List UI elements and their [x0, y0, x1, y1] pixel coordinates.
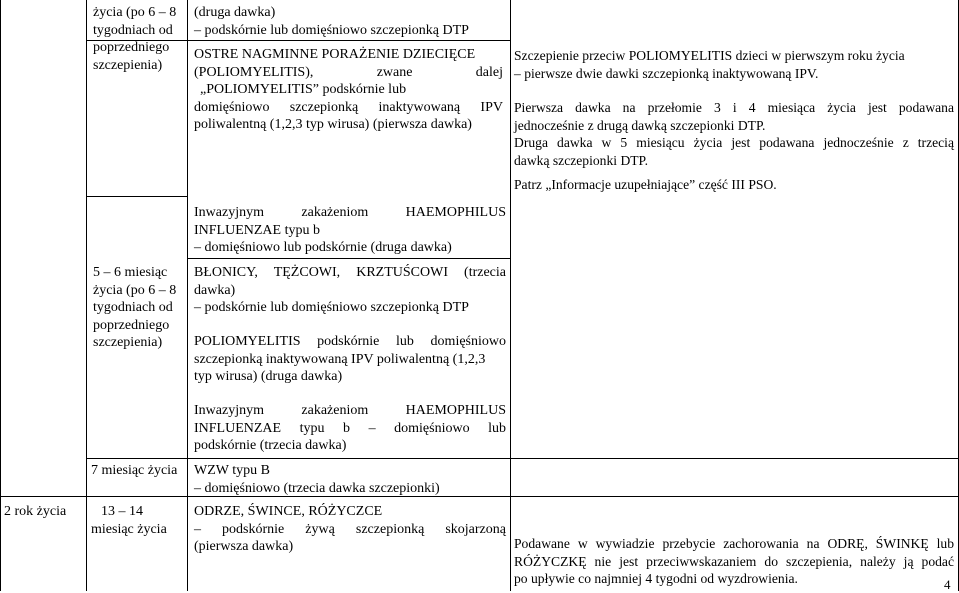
vaccine-line: – podskórnie lub domięśniowo szczepionką DTP [194, 22, 469, 38]
note-line: dawką szczepionki DTP. [514, 152, 649, 168]
age-line: poprzedniego [93, 40, 170, 55]
age-cell-7-months [91, 462, 177, 480]
age-line: tygodniach od [93, 300, 173, 315]
page-number: 4 [944, 577, 951, 592]
vaccine-line: WZW typu B [194, 463, 270, 478]
vaccine-line: INFLUENZAE typu b [194, 222, 320, 238]
row-divider-3 [187, 258, 510, 259]
age-line: życia (po 6 – 8 [93, 5, 177, 20]
note-dose-timing [514, 99, 954, 169]
vaccine-line: BŁONICY, TĘŻCOWI, KRZTUŚCOWI (trzecia [194, 265, 506, 280]
note-line: Druga dawka w 5 miesiącu życia jest podawana jednocześnie z trzecią [514, 135, 954, 150]
age-line: szczepienia) [93, 57, 163, 73]
column-divider-vaccine [187, 0, 188, 591]
vaccine-line: „POLIOMYELITIS” podskórnie lub [200, 82, 407, 97]
vaccine-line: (POLIOMYELITIS), zwane dalej [194, 64, 503, 80]
note-line: – pierwsze dwie dawki szczepionką inaktywowaną IPV. [514, 65, 819, 81]
age-cell-6-8-weeks [93, 4, 185, 74]
vaccine-line: Inwazyjnym zakażeniom HAEMOPHILUS [194, 205, 506, 220]
note-line: jednocześnie z drugą dawką szczepionki DTP. [514, 117, 766, 133]
column-divider-notes [510, 0, 511, 591]
age-line: szczepienia) [93, 335, 163, 350]
age-line: tygodniach od [93, 22, 173, 38]
note-line: Szczepienie przeciw POLIOMYELITIS dzieci w pierwszym roku życia [514, 48, 905, 63]
vaccine-line: Inwazyjnym zakażeniom HAEMOPHILUS [194, 403, 506, 418]
vaccine-line: (druga dawka) [194, 5, 276, 20]
note-line: Podawane w wywiadzie przebycie zachorowania na ODRĘ, ŚWINKĘ lub [514, 536, 954, 551]
note-line: po upływie co najmniej 4 tygodni od wyzdrowienia. [514, 571, 798, 586]
vaccine-cell-polio-second [194, 333, 506, 386]
age-cell-5-6-months [93, 264, 185, 352]
age-cell-13-14-months [91, 503, 185, 538]
vaccine-cell-polio-first [194, 46, 503, 134]
vaccine-cell-dtp-second [194, 4, 506, 39]
vaccine-line: – domięśniowo (trzecia dawka szczepionki) [194, 480, 440, 496]
age-line: 13 – 14 [101, 504, 143, 519]
note-polio-ipv [514, 47, 954, 82]
vaccine-cell-dtp-third [194, 264, 506, 317]
age-line: 5 – 6 miesiąc [93, 265, 168, 280]
age-line: 7 miesiąc życia [91, 463, 178, 478]
note-mmr-history [514, 535, 954, 588]
vaccine-cell-wzw [194, 462, 506, 497]
note-line: RÓŻYCZKĘ nie jest przeciwwskazaniem do szczepienia, należy ją podać [514, 553, 954, 569]
age-line: poprzedniego [93, 317, 170, 333]
vaccine-line: typ wirusa) (druga dawka) [194, 369, 343, 384]
age-cell-2-year [4, 503, 66, 521]
vaccine-cell-hib-third [194, 402, 506, 455]
vaccine-line: domięśniowo szczepionką inaktywowaną IPV [194, 99, 503, 115]
vaccine-line: dawka) [194, 282, 236, 298]
vaccine-line: – domięśniowo lub podskórnie (druga dawka) [194, 240, 452, 255]
age-line: życia (po 6 – 8 [93, 282, 177, 298]
table-border-left [0, 0, 1, 591]
column-divider-age [86, 0, 87, 591]
row-divider-4 [86, 458, 959, 459]
age-line: 2 rok życia [4, 504, 67, 519]
vaccine-line: szczepionką inaktywowaną IPV poliwalentną (1,2,3 [194, 351, 486, 367]
note-line: Pierwsza dawka na przełomie 3 i 4 miesiąca życia jest podawana [514, 100, 954, 115]
vaccine-line: (pierwsza dawka) [194, 539, 294, 554]
vaccine-line: – podskórnie żywą szczepionką skojarzoną [194, 521, 506, 537]
note-line: Patrz „Informacje uzupełniające” część III PSO. [514, 177, 777, 192]
vaccine-cell-hib-second [194, 204, 506, 257]
vaccine-line: ODRZE, ŚWINCE, RÓŻYCZCE [194, 504, 383, 519]
vaccine-line: POLIOMYELITIS podskórnie lub domięśniowo [194, 334, 506, 349]
vaccine-line: podskórnie (trzecia dawka) [194, 438, 347, 453]
age-line: miesiąc życia [91, 521, 167, 537]
vaccine-line: – podskórnie lub domięśniowo szczepionką DTP [194, 300, 469, 315]
vaccine-line: INFLUENZAE typu b – domięśniowo lub [194, 420, 506, 436]
vaccine-line: poliwalentną (1,2,3 typ wirusa) (pierwsza dawka) [194, 117, 472, 132]
note-see-info [514, 176, 954, 194]
vaccine-cell-mmr [194, 503, 506, 556]
row-divider-2 [86, 196, 187, 197]
vaccine-line: OSTRE NAGMINNE PORAŻENIE DZIECIĘCE [194, 47, 476, 62]
